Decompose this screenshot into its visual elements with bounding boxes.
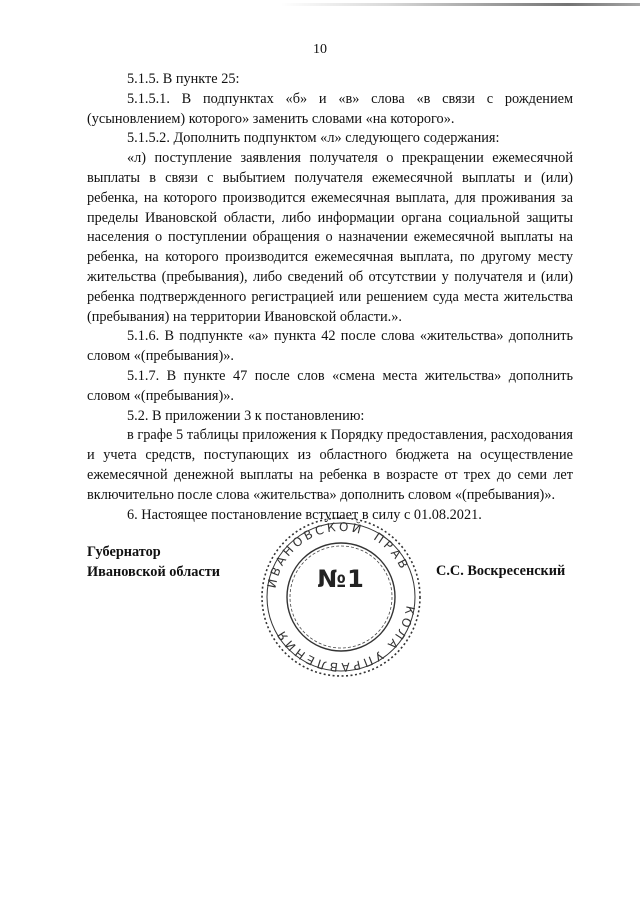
paragraph-5-2: 5.2. В приложении 3 к постановлению: bbox=[127, 407, 365, 424]
stamp-label: №1 bbox=[317, 565, 365, 593]
paragraph-6: 6. Настоящее постановление вступает в силу с 01.08.2021. bbox=[127, 506, 482, 523]
paragraph-5-1-6: 5.1.6. В подпункте «а» пункта 42 после слова «жительства» дополнить словом «(пребывания)». bbox=[87, 328, 573, 365]
stamp-ring-left: ИВАНОВСКОЙ bbox=[264, 519, 366, 590]
svg-text:КОЛА УПРАВЛЕНИЯ bbox=[273, 605, 418, 675]
stamp-ring-top: ПРАВ bbox=[371, 529, 413, 574]
paragraph-5-1-5-1: 5.1.5.1. В подпунктах «б» и «в» слова «в связи с рождением (усыновлением) которого» заменить словами «на которого». bbox=[87, 90, 573, 127]
signature-title bbox=[87, 543, 220, 582]
stamp-ring-right: КОЛА УПРАВЛЕНИЯ bbox=[272, 604, 418, 675]
paragraph-5-1-7: 5.1.7. В пункте 47 после слов «смена места жительства» дополнить словом «(пребывания)». bbox=[87, 367, 573, 404]
paragraph-appendix-3: в графе 5 таблицы приложения к Порядку предоставления, расходования и учета средств, поступающих из областного бюджета на осуществление ежемесячной денежной выплаты на ребенка в возрасте от трех до семи лет включительно после слова «жительства» дополнить словом «(пребывания)». bbox=[87, 427, 573, 503]
paragraph-subitem-l: «л) поступление заявления получателя о прекращении ежемесячной выплаты в связи с выбытием получателя ежемесячной выплаты и (или) ребенка, на которого производится ежемесячная выплата, для проживания за пределы Ивановской области, либо информации органа социальной защиты населения о поступлении обращения о назначении ежемесячной выплаты на ребенка, на которого производится ежемесячная выплата, по другому месту жительства (пребывания), либо сведений об отсутствии у получателя и (или) ребенка подтвержденного регистрацией или решением суда места жительства (пребывания) на территории Ивановской области.». bbox=[87, 150, 573, 325]
official-stamp bbox=[258, 514, 424, 680]
signature-title-line2: Ивановской области bbox=[87, 563, 220, 580]
signature-title-line1: Губернатор bbox=[87, 544, 161, 560]
signature-name: С.С. Воскресенский bbox=[436, 563, 566, 579]
document-body bbox=[87, 70, 573, 525]
paragraph-5-1-5: 5.1.5. В пункте 25: bbox=[127, 71, 240, 87]
scan-edge bbox=[280, 3, 640, 6]
page-number: 10 bbox=[313, 42, 327, 57]
paragraph-5-1-5-2: 5.1.5.2. Дополнить подпунктом «л» следующего содержания: bbox=[127, 130, 500, 147]
